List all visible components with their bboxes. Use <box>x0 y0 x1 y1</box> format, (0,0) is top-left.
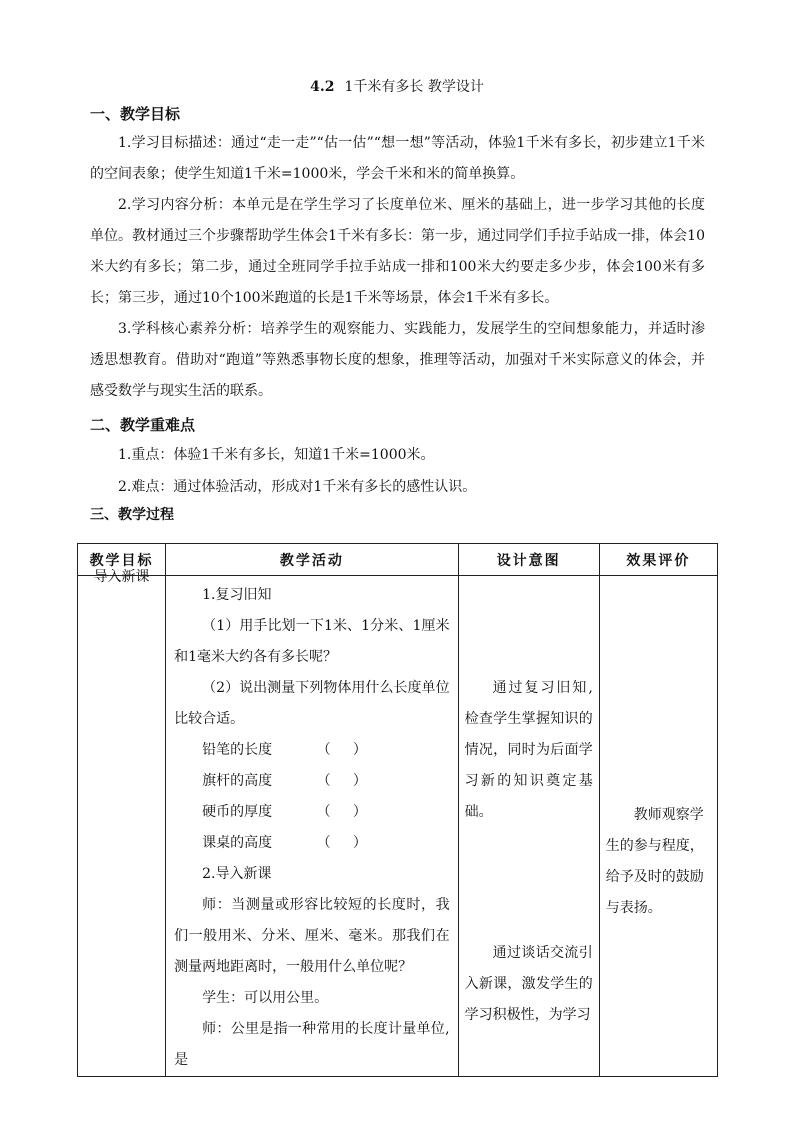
fill-blank-line: 课桌的高度 （ ） <box>202 835 367 851</box>
header-activity: 教学活动 <box>166 544 458 576</box>
fill-blank-line: 旗杆的高度 （ ） <box>202 773 367 789</box>
objective-paragraph-3: 3.学科核心素养分析：培养学生的观察能力、实践能力，发展学生的空间想象能力，并适时渗透思想教育。借助对“跑道”等熟悉事物长度的想象，推理等活动，加强对千米实际意义的体会，并感受数学与现实生活的联系。 <box>90 321 705 399</box>
intent-text-1: 通过复习旧知,检查学生掌握知识的情况，同时为后面学习新的知识奠定基础。 <box>464 680 593 820</box>
activity-line: 学生：可以用公里。 <box>202 990 329 1006</box>
teaching-process-table <box>77 543 718 1077</box>
evaluation-text: 教师观察学生的参与程度，给予及时的鼓励与表扬。 <box>605 807 704 916</box>
section-heading-keypoints: 二、教学重难点 <box>90 416 196 434</box>
fill-blank-line: 铅笔的长度 （ ） <box>202 742 367 758</box>
document-title <box>0 76 794 96</box>
activity-line: 师：当测量或形容比较短的长度时，我们一般用米、分米、厘米、毫米。那我们在测量两地距离时，一般用什么单位呢？ <box>174 897 450 975</box>
header-goal: 教学目标 <box>78 544 166 576</box>
activity-line: （2）说出测量下列物体用什么长度单位比较合适。 <box>174 680 450 727</box>
keypoint-paragraph-1: 1.重点：体验1千米有多长，知道1千米=1000米。 <box>118 447 435 463</box>
fill-blank-line: 硬币的厚度 （ ） <box>202 804 367 820</box>
title-text: 1千米有多长 教学设计 <box>344 79 484 95</box>
objective-paragraph-1: 1.学习目标描述：通过“走一走”“估一估”“想一想”等活动，体验1千米有多长，初步建立1千米的空间表象；使学生知道1千米=1000米，学会千米和米的简单换算。 <box>90 135 705 182</box>
cell-evaluation <box>599 576 717 1077</box>
section-heading-objectives: 一、教学目标 <box>90 105 181 123</box>
activity-line: 2.导入新课 <box>202 866 272 882</box>
cell-activity <box>166 576 458 1077</box>
objective-paragraph-2: 2.学习内容分析：本单元是在学生学习了长度单位米、厘米的基础上，进一步学习其他的长度单位。教材通过三个步骤帮助学生体会1千米有多长：第一步，通过同学们手拉手站成一排，体会10米大约有多长；第二步，通过全班同学手拉手站成一排和100米大约要走多少步，体会100米有多长；第三步，通过10个100米跑道的长是1千米等场景，体会1千米有多长。 <box>90 197 705 306</box>
activity-line: 1.复习旧知 <box>202 587 272 603</box>
activity-line: 师：公里是指一种常用的长度计量单位,是 <box>174 1021 450 1068</box>
header-intent: 设计意图 <box>458 544 599 576</box>
cell-goal <box>78 569 166 1077</box>
activity-line: （1）用手比划一下1米、1分米、1厘米和1毫米大约各有多长呢？ <box>174 618 450 665</box>
keypoint-paragraph-2: 2.难点：通过体验活动，形成对1千米有多长的感性认识。 <box>118 479 477 495</box>
section-heading-process: 三、教学过程 <box>90 507 174 523</box>
table-row <box>78 576 718 1077</box>
intent-text-2: 通过谈话交流引入新课，激发学生的学习积极性，为学习 <box>464 945 593 1023</box>
title-number: 4.2 <box>310 79 335 95</box>
goal-text: 导入新课 <box>93 569 150 585</box>
cell-intent <box>458 576 599 1077</box>
header-evaluation: 效果评价 <box>599 544 717 576</box>
table-header-row <box>78 544 718 576</box>
